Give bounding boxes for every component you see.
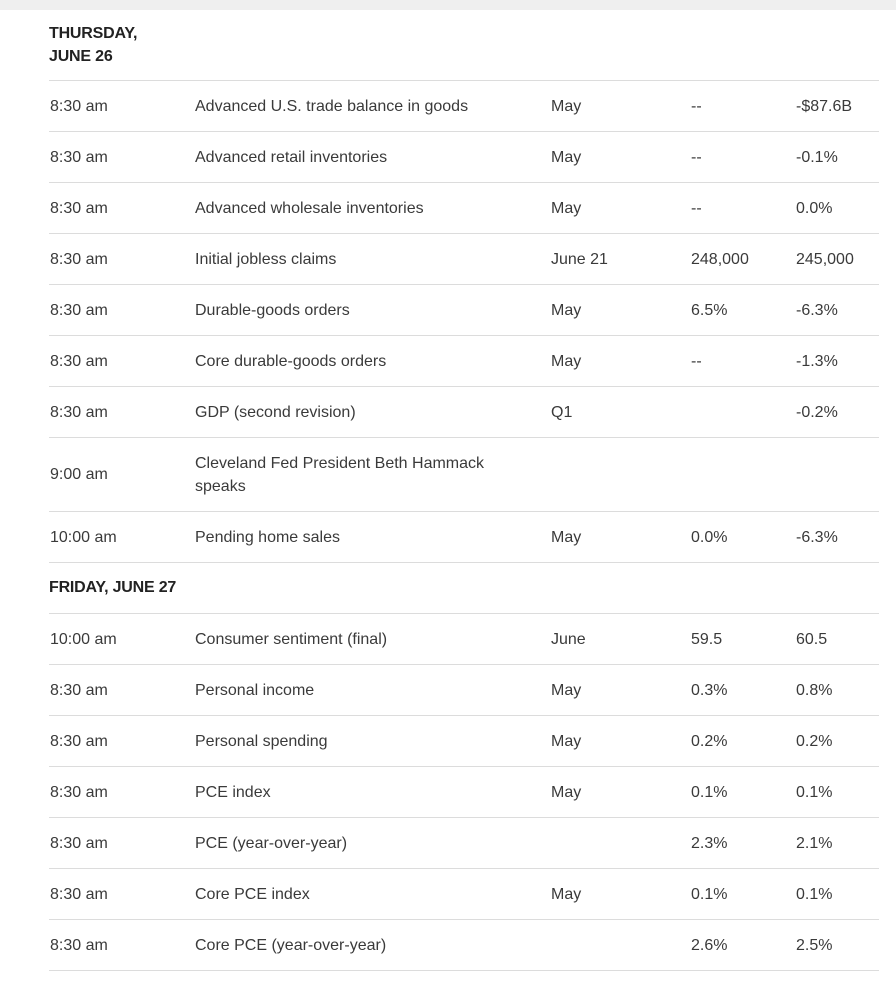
period-cell: [551, 438, 671, 511]
forecast-cell: 59.5: [691, 630, 723, 648]
time-cell: 9:00 am: [50, 466, 108, 483]
indicator-cell: Core durable-goods orders: [195, 352, 387, 370]
table-row: [49, 387, 879, 438]
period-cell: May: [551, 352, 582, 370]
table-row: [49, 716, 879, 767]
time-cell: 8:30 am: [50, 352, 108, 370]
period-cell: May: [551, 885, 582, 903]
period-cell: May: [551, 301, 582, 319]
indicator-cell: Consumer sentiment (final): [195, 630, 388, 648]
table-row: [49, 81, 879, 132]
period-cell: May: [551, 148, 582, 166]
time-cell: 8:30 am: [50, 403, 108, 421]
time-cell: 8:30 am: [50, 301, 108, 319]
period-cell: [551, 920, 671, 970]
day-header-line-2: JUNE 26: [49, 48, 113, 65]
table-row: [49, 512, 879, 563]
table-row: [49, 132, 879, 183]
period-cell: May: [551, 199, 582, 217]
previous-cell: -0.1%: [796, 148, 838, 166]
period-cell: May: [551, 783, 582, 801]
time-cell: 8:30 am: [50, 681, 108, 699]
previous-cell: 0.1%: [796, 885, 833, 903]
table-row: [49, 336, 879, 387]
indicator-cell: GDP (second revision): [195, 403, 356, 421]
indicator-cell: PCE index: [195, 783, 271, 801]
period-cell: June 21: [551, 250, 608, 268]
indicator-cell: Personal spending: [195, 732, 328, 750]
table-row: [49, 234, 879, 285]
forecast-cell: 6.5%: [691, 301, 728, 319]
indicator-cell: Initial jobless claims: [195, 250, 337, 268]
forecast-cell: 2.3%: [691, 834, 728, 852]
indicator-cell: Advanced retail inventories: [195, 148, 388, 166]
time-cell: 8:30 am: [50, 250, 108, 268]
forecast-cell: 0.3%: [691, 681, 728, 699]
forecast-cell: 2.6%: [691, 936, 728, 954]
indicator-cell: Durable-goods orders: [195, 301, 350, 319]
period-cell: May: [551, 681, 582, 699]
indicator-cell: Advanced U.S. trade balance in goods: [195, 97, 469, 115]
previous-cell: 0.1%: [796, 783, 833, 801]
forecast-cell: --: [691, 97, 702, 115]
economic-calendar: [49, 10, 879, 971]
previous-cell: 0.2%: [796, 732, 833, 750]
time-cell: 8:30 am: [50, 732, 108, 750]
period-cell: May: [551, 97, 582, 115]
previous-cell: -0.2%: [796, 403, 838, 421]
previous-cell: [796, 438, 881, 511]
indicator-cell: Personal income: [195, 681, 315, 699]
indicator-cell: Pending home sales: [195, 528, 340, 546]
forecast-cell: [691, 387, 786, 437]
time-cell: 8:30 am: [50, 199, 108, 217]
indicator-cell: Core PCE index: [195, 885, 310, 903]
table-row: [49, 183, 879, 234]
forecast-cell: 0.2%: [691, 732, 728, 750]
table-row: [49, 614, 879, 665]
previous-cell: -1.3%: [796, 352, 838, 370]
table-row: [49, 920, 879, 971]
period-cell: Q1: [551, 403, 573, 421]
day-header-friday: FRIDAY, JUNE 27: [49, 563, 879, 614]
period-cell: June: [551, 630, 586, 648]
time-cell: 8:30 am: [50, 834, 108, 852]
previous-cell: -6.3%: [796, 301, 838, 319]
table-row: [49, 285, 879, 336]
forecast-cell: 0.1%: [691, 783, 728, 801]
period-cell: May: [551, 528, 582, 546]
time-cell: 8:30 am: [50, 148, 108, 166]
indicator-cell: Cleveland Fed President Beth Hammack speaks: [195, 454, 485, 495]
forecast-cell: --: [691, 352, 702, 370]
time-cell: 8:30 am: [50, 936, 108, 954]
forecast-cell: 0.1%: [691, 885, 728, 903]
previous-cell: -$87.6B: [796, 97, 853, 115]
indicator-cell: Advanced wholesale inventories: [195, 199, 424, 217]
top-strip: [0, 0, 896, 10]
previous-cell: 2.5%: [796, 936, 833, 954]
previous-cell: 245,000: [796, 250, 854, 268]
table-row: [49, 869, 879, 920]
day-header-thursday: [49, 10, 159, 81]
table-row: [49, 665, 879, 716]
forecast-cell: --: [691, 199, 702, 217]
table-row: [49, 818, 879, 869]
time-cell: 8:30 am: [50, 97, 108, 115]
indicator-cell: Core PCE (year-over-year): [195, 936, 387, 954]
previous-cell: 60.5: [796, 630, 828, 648]
previous-cell: 0.0%: [796, 199, 833, 217]
time-cell: 8:30 am: [50, 885, 108, 903]
forecast-cell: 248,000: [691, 250, 749, 268]
previous-cell: -6.3%: [796, 528, 838, 546]
time-cell: 8:30 am: [50, 783, 108, 801]
forecast-cell: 0.0%: [691, 528, 728, 546]
previous-cell: 0.8%: [796, 681, 833, 699]
time-cell: 10:00 am: [50, 528, 117, 546]
table-row: [49, 767, 879, 818]
period-cell: [551, 818, 671, 868]
indicator-cell: PCE (year-over-year): [195, 834, 348, 852]
time-cell: 10:00 am: [50, 630, 117, 648]
forecast-cell: --: [691, 148, 702, 166]
day-header-line-1: THURSDAY,: [49, 25, 138, 42]
table-row: [49, 438, 879, 512]
previous-cell: 2.1%: [796, 834, 833, 852]
period-cell: May: [551, 732, 582, 750]
forecast-cell: [691, 438, 786, 511]
